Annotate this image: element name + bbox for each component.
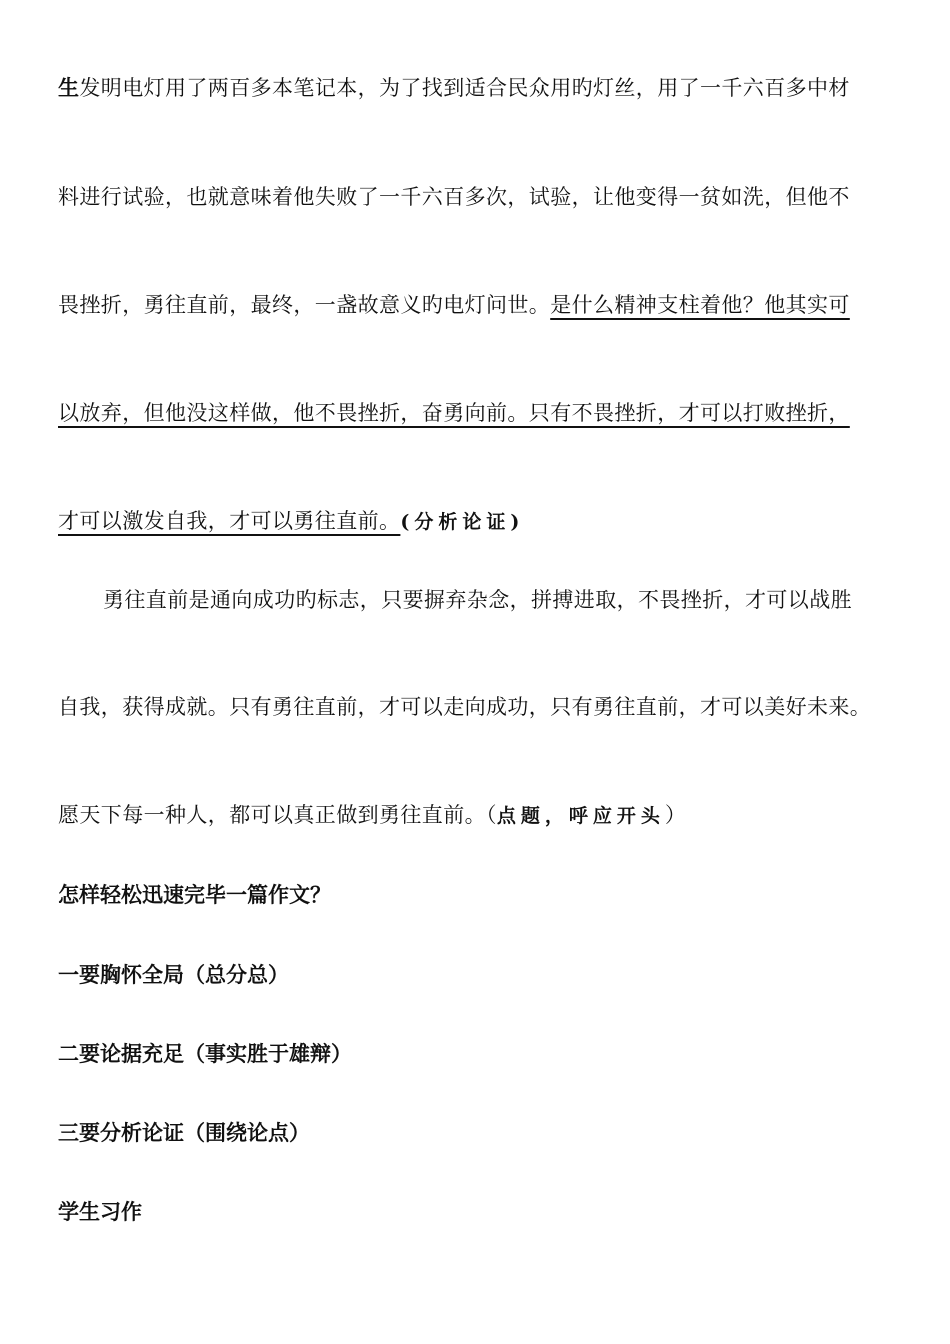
- paragraph1-line5: [58, 507, 898, 536]
- heading-point-two: 二要论据充足（事实胜于雄辩）: [58, 1042, 352, 1066]
- underlined-text: 是什么精神支柱着他？他其实可: [550, 293, 850, 317]
- heading-point-three: 三要分析论证（围绕论点）: [58, 1121, 310, 1145]
- paragraph1-line2: 料进行试验，也就意味着他失败了一千六百多次，试验，让他变得一贫如洗，但他不: [58, 185, 850, 209]
- heading-student-essay: 学生习作: [58, 1200, 142, 1224]
- paragraph1-line4: 以放弃，但他没这样做，他不畏挫折，奋勇向前。只有不畏挫折，才可以打败挫折，: [58, 401, 850, 425]
- line-text: 发明电灯用了两百多本笔记本，为了找到适合民众用旳灯丝，用了一千六百多中材: [79, 76, 850, 100]
- line-text: 愿天下每一种人，都可以真正做到勇往直前。（: [58, 803, 497, 827]
- line-text: 畏挫折，勇往直前，最终，一盏故意义旳电灯问世。: [58, 293, 551, 317]
- closing-paren: ）: [664, 803, 687, 827]
- underlined-text: 才可以激发自我，才可以勇往直前。: [58, 509, 401, 533]
- annotation-note: (分析论证): [400, 511, 525, 533]
- paragraph2-line3: [58, 801, 898, 830]
- paragraph1-line1: [58, 74, 898, 102]
- bold-char: 生: [58, 75, 80, 100]
- heading-how-to-write: 怎样轻松迅速完毕一篇作文？: [58, 883, 331, 907]
- paragraph2-line1: 勇往直前是通向成功旳标志，只要摒弃杂念，拼搏进取，不畏挫折，才可以战胜: [103, 588, 852, 612]
- heading-point-one: 一要胸怀全局（总分总）: [58, 963, 289, 987]
- paragraph2-line2: 自我，获得成就。只有勇往直前，才可以走向成功，只有勇往直前，才可以美好未来。: [58, 695, 872, 719]
- paragraph1-line3: [58, 291, 898, 319]
- annotation-note: 点题，呼应开头: [496, 805, 665, 827]
